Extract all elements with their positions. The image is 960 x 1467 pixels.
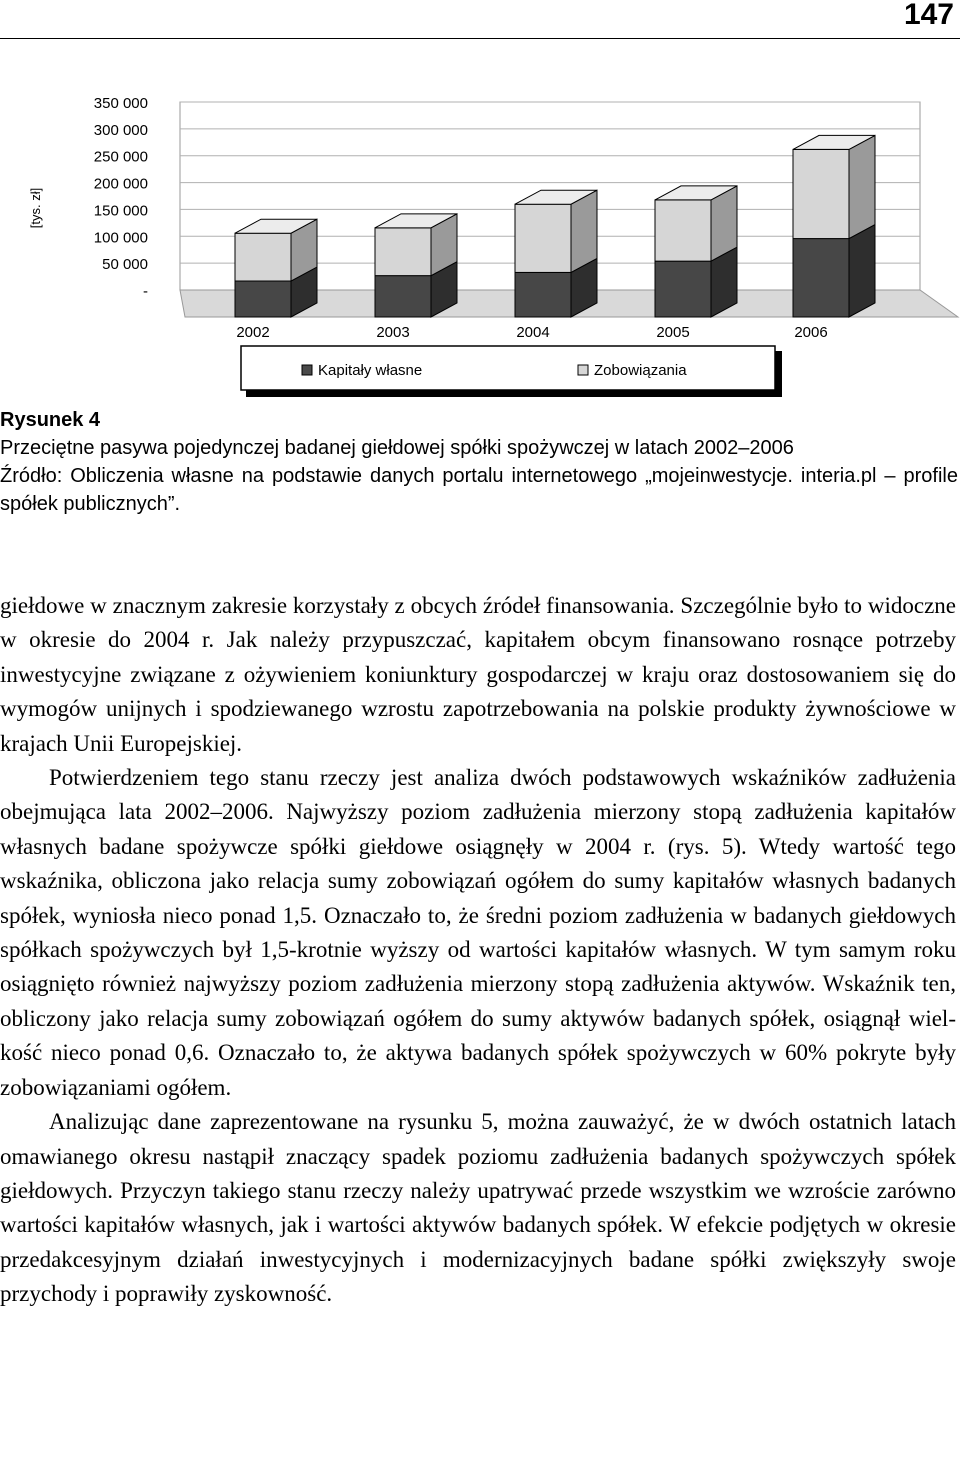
y-tick-label: 50 000 bbox=[102, 256, 148, 274]
y-tick-label: 200 000 bbox=[93, 175, 148, 193]
header-rule bbox=[0, 38, 960, 39]
bar-kapitaly-2004 bbox=[515, 272, 571, 317]
chart-svg bbox=[0, 60, 960, 410]
legend-swatch bbox=[302, 365, 312, 375]
x-tick-label: 2006 bbox=[794, 324, 828, 341]
bar-zobowiazania-2003 bbox=[375, 228, 431, 276]
bar-kapitaly-2003 bbox=[375, 276, 431, 317]
bar-zobowiazania-2004 bbox=[515, 204, 571, 272]
bar-zobowiazania-2005 bbox=[655, 200, 711, 261]
paragraph: Potwierdzeniem tego stanu rzeczy jest analiza dwóch podstawowych wskaźników zadłużenia obejmująca lata 2002–2006. Najwyższy poziom zadłużenia mierzony stopą zadłużenia kapitałów własnych badane spożywcze spółki giełdowe osiągnęły w 2004 r. (rys. 5). Wtedy wartość tego wskaźnika, obliczona jako relacja sumy zobowiązań ogółem do sumy kapitałów własnych badanych spółek, wyniosła nieco ponad 1,5. Oznaczało to, że średni poziom zadłużenia w badanych giełdowych spółkach spożywczych był 1,5-krotnie wyższy od wartości kapitałów własnych. W tym samym roku osiągnięto również najwyższy poziom zadłużenia mierzony stopą zadłużenia aktywów. Wskaźnik ten, obliczony jako relacja sumy zobowiązań ogółem do sumy aktywów badanych spółek, osiągnął wielkość nieco ponad 0,6. Oznaczało to, że aktywa badanych spółek spożywczych w 60% pokryte były zobowiązaniami ogółem. bbox=[0, 765, 956, 1100]
x-tick-label: 2004 bbox=[516, 324, 550, 341]
legend-label: Zobowiązania bbox=[594, 362, 687, 379]
bar-zobowiazania-2002 bbox=[235, 233, 291, 281]
bar-kapitaly-2005 bbox=[655, 261, 711, 317]
figure-source: Źródło: Obliczenia własne na podstawie danych portalu internetowego „mojeinwestycje. interia.pl – profile spółek publicznych”. bbox=[0, 465, 958, 515]
paragraph: giełdowe w znacznym zakresie korzystały z obcych źródeł finansowania. Szczególnie było to widoczne w okresie do 2004 r. Jak należy przypuszczać, kapitałem obcym finansowano rosnące potrzeby inwestycyjne związane z ożywieniem koniunktury gospodarczej w kraju oraz dostosowaniem się do wymogów unijnych i spodziewanego wzrostu zapotrzebowania na polskie produkty żywnościowe w krajach Unii Europejskiej. bbox=[0, 593, 956, 756]
x-tick-label: 2003 bbox=[376, 324, 410, 341]
bar-kapitaly-2002 bbox=[235, 281, 291, 317]
figure-title: Przeciętne pasywa pojedynczej badanej giełdowej spółki spożywczej w latach 2002–2006 bbox=[0, 437, 794, 459]
body-text bbox=[0, 589, 956, 1312]
y-tick-label: 350 000 bbox=[93, 95, 148, 112]
legend-label: Kapitały własne bbox=[318, 362, 423, 379]
paragraph: Analizując dane zaprezentowane na rysunku 5, można zauważyć, że w dwóch ostatnich latach omawianego okresu nastąpił znaczący spadek poziomu zadłużenia badanych spożywczych spółek giełdowych. Przyczyn takiego stanu rzeczy należy upatrywać przede wszystkim we wzroście zarówno wartości kapitałów własnych, jak i wartości aktywów badanych spółek. W efekcie podjętych w okresie przedakcesyjnym działań inwestycyjnych i modernizacyjnych badane spółki zwiększyły swoje przychody i poprawiły zyskowność. bbox=[0, 1109, 956, 1307]
y-tick-label: 250 000 bbox=[93, 148, 148, 166]
y-tick-label: 300 000 bbox=[93, 121, 148, 139]
figure-label: Rysunek 4 bbox=[0, 409, 101, 431]
stacked-bar-chart bbox=[0, 60, 960, 410]
bar-side bbox=[849, 135, 875, 238]
y-tick-label: 100 000 bbox=[93, 229, 148, 247]
bar-zobowiazania-2006 bbox=[793, 149, 849, 238]
y-axis-label: [tys. zł] bbox=[28, 187, 43, 229]
page-number: 147 bbox=[903, 0, 954, 31]
figure-caption bbox=[0, 406, 958, 518]
x-tick-label: 2002 bbox=[236, 324, 270, 341]
x-tick-label: 2005 bbox=[656, 324, 690, 341]
bar-side bbox=[849, 225, 875, 317]
y-tick-label: 150 000 bbox=[93, 202, 148, 220]
legend-swatch bbox=[578, 365, 588, 375]
y-tick-label: - bbox=[143, 283, 148, 300]
bar-kapitaly-2006 bbox=[793, 239, 849, 317]
